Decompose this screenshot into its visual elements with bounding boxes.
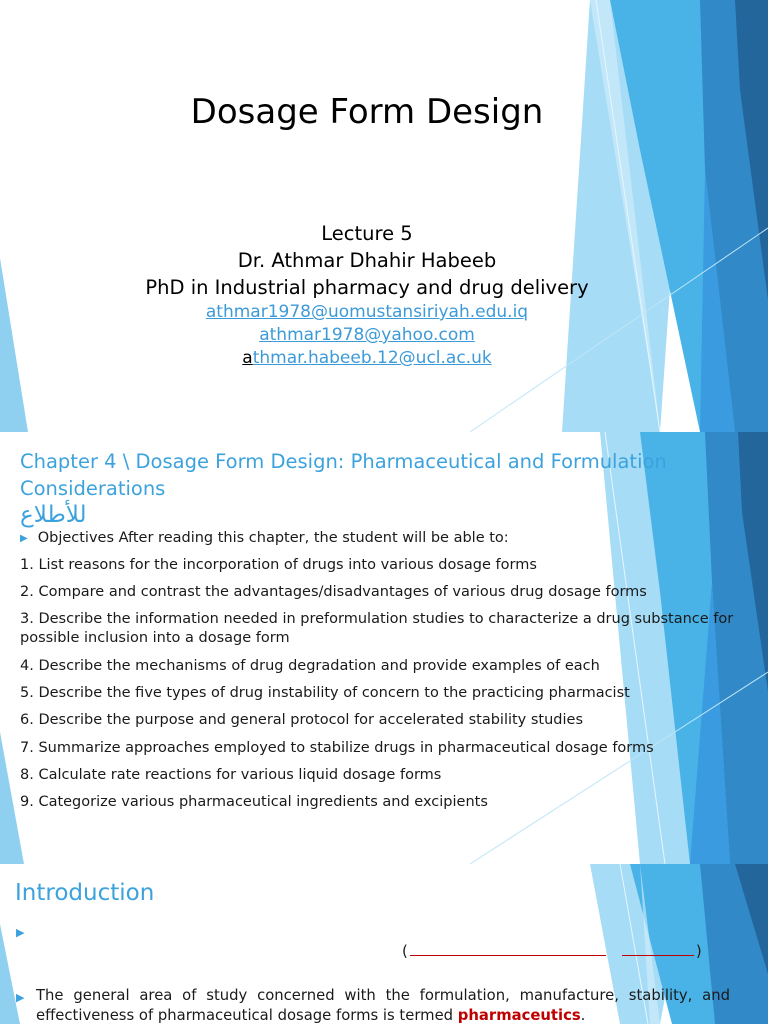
objective-item-continuation: possible inclusion into a dosage form <box>20 630 290 646</box>
objective-item: 3. Describe the information needed in preformulation studies to characterize a drug substance for <box>20 611 734 627</box>
author-name: Dr. Athmar Dhahir Habeeb <box>237 249 497 272</box>
highlighted-term: pharmaceutics <box>457 1006 581 1024</box>
objectives-slide <box>0 432 768 864</box>
objective-item: 5. Describe the five types of drug instability of concern to the practicing pharmacist <box>20 685 630 701</box>
email-3-rest[interactable]: thmar.habeeb.12@ucl.ac.uk <box>252 348 492 368</box>
pharmaceutics-definition <box>36 986 730 1024</box>
definition-text: The general area of study concerned with the formulation, manufacture, stability, and effectiveness of pharmaceutical dosage forms is termed <box>36 987 730 1024</box>
blank-line-1 <box>410 943 606 956</box>
introduction-slide <box>0 864 768 1024</box>
objective-item: 7. Summarize approaches employed to stabilize drugs in pharmaceutical dosage forms <box>20 740 654 756</box>
objective-item: 9. Categorize various pharmaceutical ingredients and excipients <box>20 794 488 810</box>
arabic-note: للأطلاع <box>20 502 87 528</box>
fill-in-blank <box>402 942 702 960</box>
introduction-heading: Introduction <box>15 880 155 906</box>
objective-item: 4. Describe the mechanisms of drug degradation and provide examples of each <box>20 658 600 674</box>
author-degree: PhD in Industrial pharmacy and drug delivery <box>145 276 589 299</box>
objective-item: 2. Compare and contrast the advantages/disadvantages of various drug dosage forms <box>20 584 647 600</box>
blank-line-2 <box>622 943 694 956</box>
email-2-text[interactable]: athmar1978@yahoo.com <box>259 325 475 345</box>
arrow-bullet-icon: ▶ <box>20 533 28 544</box>
lecture-label: Lecture 5 <box>321 222 413 245</box>
arrow-bullet-icon: ▶ <box>16 926 25 939</box>
email-link-1[interactable] <box>0 302 734 322</box>
arrow-bullet-icon: ▶ <box>16 991 25 1004</box>
slide-title: Dosage Form Design <box>190 92 544 132</box>
paren-close: ) <box>695 942 702 960</box>
email-link-2[interactable] <box>0 325 734 345</box>
chapter-heading <box>20 448 720 502</box>
email-3-first-char[interactable]: a <box>242 348 253 368</box>
objectives-intro <box>20 530 509 546</box>
objective-item: 8. Calculate rate reactions for various liquid dosage forms <box>20 767 442 783</box>
chapter-heading-line-1: Chapter 4 \ Dosage Form Design: Pharmaceutical and Formulation <box>20 450 667 473</box>
objective-item: 1. List reasons for the incorporation of drugs into various dosage forms <box>20 557 537 573</box>
email-1-text[interactable]: athmar1978@uomustansiriyah.edu.iq <box>205 302 529 322</box>
title-slide <box>0 0 768 432</box>
definition-end: . <box>580 1006 586 1024</box>
objectives-text: Objectives After reading this chapter, the student will be able to: <box>37 530 509 546</box>
chapter-heading-line-2: Considerations <box>20 477 166 500</box>
email-link-3[interactable] <box>0 348 734 368</box>
objective-item: 6. Describe the purpose and general protocol for accelerated stability studies <box>20 712 584 728</box>
paren-open: ( <box>402 942 408 960</box>
